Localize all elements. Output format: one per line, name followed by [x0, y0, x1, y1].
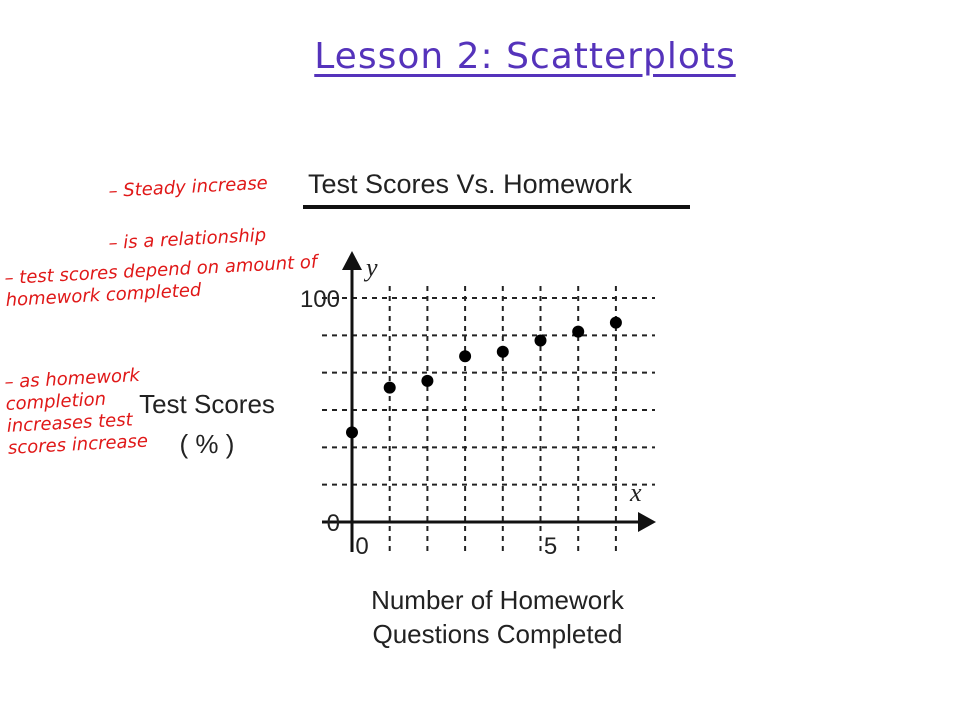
data-point	[459, 350, 471, 362]
data-point	[535, 335, 547, 347]
x-axis-arrow	[638, 512, 656, 532]
tick-labels	[300, 286, 557, 560]
y-tick-label: 100	[299, 286, 340, 313]
data-point	[346, 426, 358, 438]
x-axis-symbol: x	[630, 478, 642, 507]
x-axis-label-line-2: Questions Completed	[372, 619, 623, 649]
chart-title: Test Scores Vs. Homework	[308, 169, 633, 199]
annotation-1: – Steady increase	[108, 172, 269, 202]
x-tick-label: 0	[355, 533, 369, 560]
data-point	[572, 326, 584, 338]
x-axis-label-line-1: Number of Homework	[371, 585, 624, 615]
annotation-2: – is a relationship	[108, 224, 267, 254]
data-point	[610, 317, 622, 329]
grid	[322, 286, 655, 552]
y-tick-label: 0	[326, 510, 340, 537]
lesson-title[interactable]: Lesson 2: Scatterplots	[314, 36, 736, 77]
data-point	[497, 346, 509, 358]
y-axis-label-line-1: Test Scores	[139, 389, 275, 419]
y-axis-label-line-2: ( % )	[179, 429, 235, 459]
annotation-3: – test scores depend on amount of homework completed	[4, 251, 318, 311]
data-point	[384, 382, 396, 394]
y-axis-arrow	[342, 251, 362, 270]
axes	[322, 251, 656, 552]
data-point	[421, 375, 433, 387]
annotation-4: – as homework completion increases test scores increase	[4, 364, 149, 459]
y-axis-symbol: y	[366, 253, 378, 282]
x-tick-label: 5	[543, 533, 558, 560]
